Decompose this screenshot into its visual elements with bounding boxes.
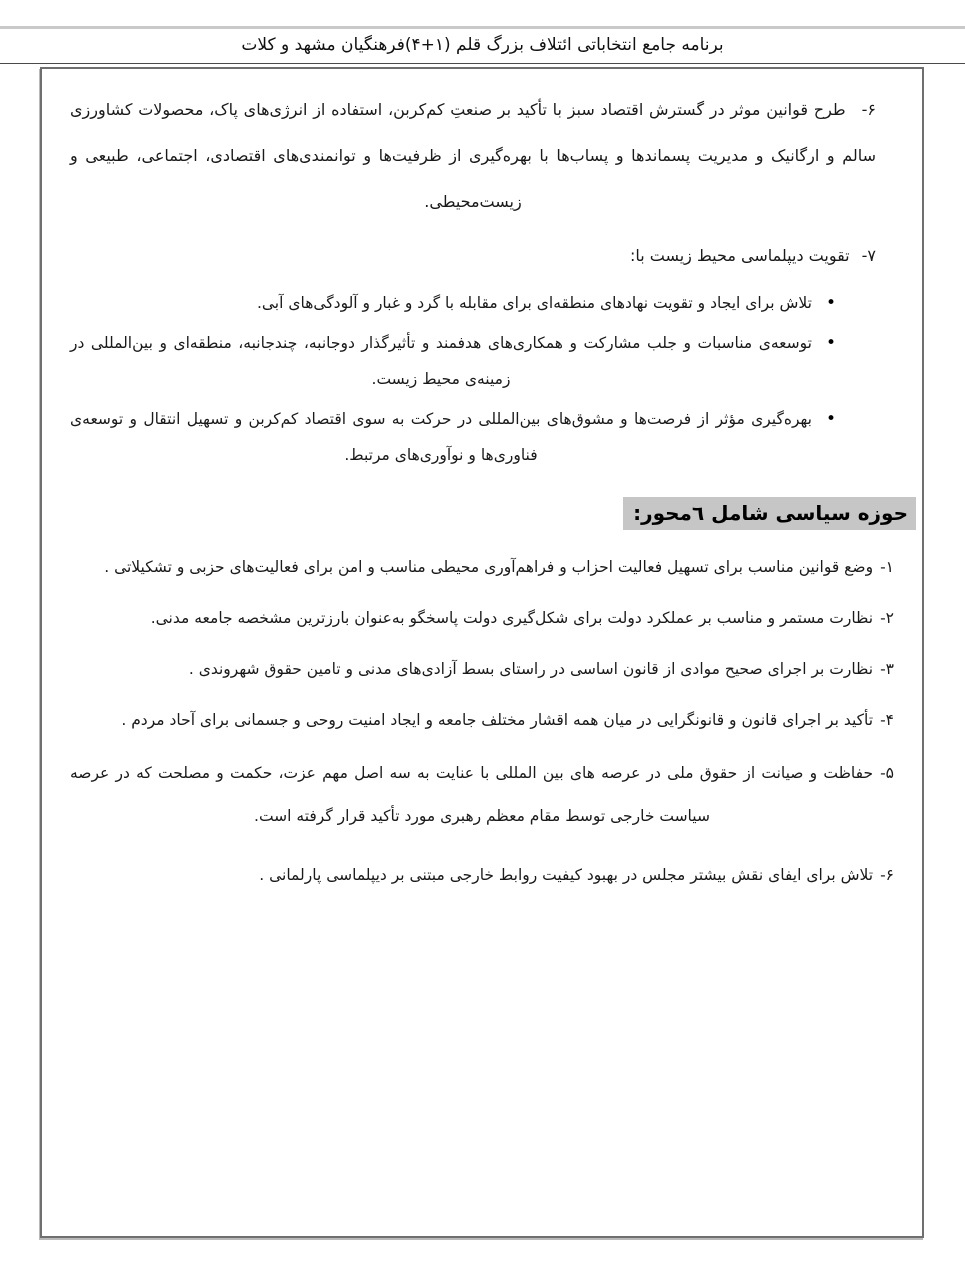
page-title: برنامه جامع انتخاباتی ائتلاف بزرگ قلم (۱+۴)فرهنگیان مشهد و کلات xyxy=(241,35,724,55)
numbered-item-pol-1 xyxy=(70,554,894,581)
numbered-item-env-6 xyxy=(70,87,894,225)
item-text: تلاش برای ایفای نقش بیشتر مجلس در بهبود کیفیت روابط خارجی مبتنی بر دیپلماسی پارلمانی . xyxy=(259,866,874,884)
list-item xyxy=(70,401,894,473)
item-text: طرح قوانین موثر در گسترش اقتصاد سبز با تأکید بر صنعتِ کم‌کربن، استفاده از انرژی‌های پاک، محصولات کشاورزی سالم و ارگانیک و مدیریت پسماندها و پساب‌ها با بهره‌گیری از ظرفیت‌ها و توانمندی‌های اقتصادی، اجتماعی، طبیعی و زیست‌محیطی. xyxy=(70,100,876,211)
item-number: ۲- xyxy=(880,609,894,627)
section-heading-highlighted: حوزه سیاسی شامل ٦محور: xyxy=(623,497,916,530)
numbered-item-pol-6 xyxy=(70,862,894,889)
bullet-list xyxy=(70,285,894,473)
item-text: وضع قوانین مناسب برای تسهیل فعالیت احزاب و فراهم‌آوری محیطی مناسب و امن برای فعالیت‌های حزبی و تشکیلاتی . xyxy=(104,558,874,576)
environment-section xyxy=(70,87,894,473)
item-number: ۱- xyxy=(880,558,894,576)
bullet-text: بهره‌گیری مؤثر از فرصت‌ها و مشوق‌های بین‌المللی در حرکت به سوی اقتصاد کم‌کربن و تسهیل انتقال و توسعه‌ی فناوری‌ها و نوآوری‌های مرتبط. xyxy=(70,410,812,464)
numbered-item-pol-2 xyxy=(70,605,894,632)
numbered-item-pol-3 xyxy=(70,656,894,683)
item-number: ۵- xyxy=(880,764,894,782)
document-header xyxy=(0,34,965,64)
item-number: ۶- xyxy=(861,100,876,119)
item-number: ۶- xyxy=(880,866,894,884)
item-text: تقویت دیپلماسی محیط زیست با: xyxy=(629,246,850,265)
item-text: تأکید بر اجرای قانون و قانونگرایی در میان همه اقشار مختلف جامعه و ایجاد امنیت روحی و جسمانی برای آحاد مردم . xyxy=(121,711,874,729)
content-frame xyxy=(40,67,924,1238)
item-text: حفاظت و صیانت از حقوق ملی در عرصه های بین المللی با عنایت به سه اصل مهم عزت، حکمت و مصلحت که در عرصه سیاست خارجی توسط مقام معظم رهبری مورد تأکید قرار گرفته است. xyxy=(70,764,874,825)
section-heading-row xyxy=(70,497,908,530)
bullet-text: تلاش برای ایجاد و تقویت نهادهای منطقه‌ای برای مقابله با گرد و غبار و آلودگی‌های آبی. xyxy=(256,294,812,312)
list-item xyxy=(70,285,894,321)
item-text: نظارت بر اجرای صحیح موادی از قانون اساسی در راستای بسط آزادی‌های مدنی و تامین حقوق شهروندی . xyxy=(188,660,874,678)
numbered-item-env-7 xyxy=(70,241,894,271)
numbered-item-pol-5 xyxy=(70,752,894,838)
item-number: ۳- xyxy=(880,660,894,678)
bullet-icon: • xyxy=(825,293,836,313)
page-top-rule xyxy=(0,26,965,29)
bullet-text: توسعه‌ی مناسبات و جلب مشارکت و همکاری‌های هدفمند و تأثیرگذار دوجانبه، چندجانبه، منطقه‌ای و بین‌المللی در زمینه‌ی محیط زیست. xyxy=(70,334,812,388)
item-text: نظارت مستمر و مناسب بر عملکرد دولت برای شکل‌گیری دولت پاسخگو به‌عنوان بارزترین مشخصه جامعه مدنی. xyxy=(150,609,874,627)
bullet-icon: • xyxy=(825,333,836,353)
item-number: ۷- xyxy=(861,246,876,265)
bullet-icon: • xyxy=(825,409,836,429)
item-number: ۴- xyxy=(880,711,894,729)
numbered-item-pol-4 xyxy=(70,707,894,734)
list-item xyxy=(70,325,894,397)
political-section xyxy=(70,497,908,889)
